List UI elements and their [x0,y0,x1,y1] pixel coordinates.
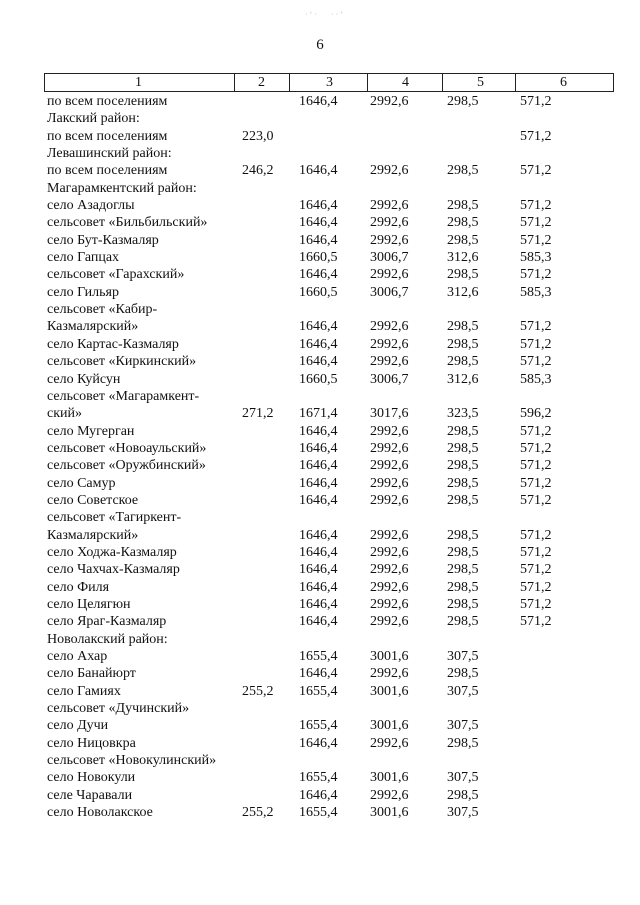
table-cell: 1646,4 [299,458,338,474]
table-cell: 223,0 [242,128,274,144]
table-cell: 312,6 [447,250,479,266]
table-cell: 2992,6 [370,215,409,231]
table-row [0,735,640,752]
table-row [0,93,640,110]
table-cell: 1646,4 [299,94,338,109]
table-row [0,665,640,682]
table-cell: по всем поселениям [47,94,168,109]
table-cell: сельсовет «Гарахский» [47,267,185,283]
table-row [0,423,640,440]
table-cell: 1646,4 [299,527,338,543]
table-row [0,804,640,821]
table-cell: 2992,6 [370,735,409,751]
table-cell: 1646,4 [299,440,338,456]
table-row [0,631,640,648]
table-cell: 2992,6 [370,562,409,578]
table-cell: 2992,6 [370,458,409,474]
table-cell: 2992,6 [370,423,409,439]
table-cell: 571,2 [520,596,552,612]
table-cell: 1655,4 [299,649,338,664]
table-cell: 298,5 [447,596,479,612]
table-cell: 1646,4 [299,614,338,630]
table-cell: село Куйсун [47,371,121,387]
table-cell: село Ахар [47,649,108,664]
table-cell: 3006,7 [370,250,409,266]
table-cell: 1646,4 [299,354,338,370]
table-cell: село Чахчах-Казмаляр [47,562,180,578]
table-cell: 298,5 [447,232,479,248]
table-row [0,509,640,526]
table-cell: сельсовет «Киркинский» [47,354,197,370]
table-cell: 571,2 [520,128,552,144]
table-header-row [44,73,613,91]
table-cell: 2992,6 [370,232,409,248]
table-cell: 571,2 [520,232,552,248]
table-row [0,249,640,266]
table-cell: 571,2 [520,319,552,335]
table-cell: сельсовет «Дучинский» [47,701,190,717]
table-row [0,752,640,769]
table-cell: 571,2 [520,163,552,179]
table-cell: ский» [47,406,82,422]
table-row [0,145,640,162]
table-cell: сельсовет «Магарамкент- [47,388,200,404]
table-row [0,371,640,388]
table-row [0,787,640,804]
table-cell: 2992,6 [370,527,409,543]
table-cell: по всем поселениям [47,128,168,144]
header-cell-6: 6 [515,73,614,92]
table-row [0,405,640,422]
table-row [0,648,640,665]
table-cell: 3001,6 [370,805,409,821]
table-cell: 2992,6 [370,787,409,803]
table-row [0,700,640,717]
table-cell: 1655,4 [299,805,338,821]
table-row [0,110,640,127]
table-cell: сельсовет «Бильбильский» [47,215,208,231]
header-cell-4: 4 [367,73,443,92]
table-row [0,596,640,613]
table-cell: 1646,4 [299,319,338,335]
table-row [0,527,640,544]
table-row [0,769,640,786]
table-cell: 298,5 [447,458,479,474]
scan-specks: · ‘ · · · ’ [305,10,343,19]
table-cell: 2992,6 [370,319,409,335]
table-cell: сельсовет «Кабир- [47,302,158,318]
table-cell: 3006,7 [370,284,409,300]
table-cell: село Новолакское [47,805,153,821]
table-cell: 246,2 [242,163,274,179]
table-cell: село Дучи [47,718,109,734]
table-cell: 298,5 [447,527,479,543]
table-row [0,232,640,249]
table-cell: 298,5 [447,423,479,439]
table-cell: 571,2 [520,492,552,508]
table-cell: сельсовет «Тагиркент- [47,510,182,526]
table-cell: 571,2 [520,215,552,231]
table-cell: село Филя [47,579,110,595]
table-cell: Лакский район: [47,111,140,127]
table-cell: 307,5 [447,718,479,734]
table-cell: 298,5 [447,198,479,214]
table-cell: 298,5 [447,544,479,560]
table-cell: 1655,4 [299,770,338,786]
table-cell: село Бут-Казмаляр [47,232,159,248]
page-number: 6 [316,37,324,53]
table-cell: 298,5 [447,215,479,231]
table-row [0,613,640,630]
table-cell: Новолакский район: [47,631,168,647]
table-cell: 571,2 [520,440,552,456]
table-row [0,492,640,509]
table-body [0,93,640,821]
table-cell: Казмалярский» [47,527,139,543]
table-cell: 1646,4 [299,492,338,508]
table-cell: 298,5 [447,440,479,456]
table-cell: 2992,6 [370,440,409,456]
table-cell: 1646,4 [299,198,338,214]
table-cell: 571,2 [520,614,552,630]
table-cell: 298,5 [447,492,479,508]
table-row [0,579,640,596]
table-cell: 323,5 [447,406,479,422]
table-row [0,336,640,353]
table-cell: 1646,4 [299,423,338,439]
table-cell: 298,5 [447,267,479,283]
table-cell: 298,5 [447,787,479,803]
table-cell: 1660,5 [299,371,338,387]
table-cell: 312,6 [447,371,479,387]
table-cell: 1646,4 [299,735,338,751]
table-cell: 3001,6 [370,649,409,664]
table-cell: 1646,4 [299,666,338,682]
table-cell: село Гильяр [47,284,119,300]
table-cell: 2992,6 [370,544,409,560]
table-cell: село Новокули [47,770,136,786]
table-cell: 255,2 [242,805,274,821]
table-cell: 2992,6 [370,267,409,283]
header-cell-3: 3 [289,73,368,92]
table-cell: село Картас-Казмаляр [47,336,179,352]
table-cell: 2992,6 [370,163,409,179]
table-cell: 571,2 [520,267,552,283]
table-cell: 1646,4 [299,336,338,352]
table-row [0,128,640,145]
table-cell: 571,2 [520,579,552,595]
table-cell: 255,2 [242,683,274,699]
table-cell: 1646,4 [299,163,338,179]
table-cell: 1660,5 [299,250,338,266]
table-cell: 312,6 [447,284,479,300]
table-row [0,388,640,405]
table-cell: 307,5 [447,770,479,786]
table-row [0,318,640,335]
table-cell: 298,5 [447,336,479,352]
table-cell: 1646,4 [299,787,338,803]
table-cell: село Целягюн [47,596,131,612]
table-cell: 571,2 [520,198,552,214]
table-cell: 585,3 [520,250,552,266]
table-cell: 571,2 [520,544,552,560]
table-cell: Левашинский район: [47,146,172,162]
table-cell: село Ходжа-Казмаляр [47,544,177,560]
table-cell: Магарамкентский район: [47,180,197,196]
table-cell: 271,2 [242,406,274,422]
table-cell: по всем поселениям [47,163,168,179]
table-cell: 1660,5 [299,284,338,300]
table-cell: село Ницовкра [47,735,136,751]
table-cell: 571,2 [520,94,552,109]
header-cell-2: 2 [234,73,290,92]
table-cell: 1646,4 [299,562,338,578]
table-cell: 3001,6 [370,770,409,786]
table-cell: 2992,6 [370,614,409,630]
table-row [0,683,640,700]
table-cell: 585,3 [520,284,552,300]
table-cell: село Банайюрт [47,666,136,682]
table-cell: 2992,6 [370,492,409,508]
table-row [0,475,640,492]
table-cell: 298,5 [447,579,479,595]
table-cell: 571,2 [520,354,552,370]
table-cell: 298,5 [447,354,479,370]
table-cell: 2992,6 [370,475,409,491]
table-cell: 596,2 [520,406,552,422]
table-cell: 571,2 [520,527,552,543]
table-cell: селе Чаравали [47,787,133,803]
table-cell: 3006,7 [370,371,409,387]
table-cell: Казмалярский» [47,319,139,335]
table-cell: 571,2 [520,423,552,439]
table-row [0,301,640,318]
table-row [0,440,640,457]
table-cell: село Гапцах [47,250,120,266]
table-row [0,180,640,197]
table-cell: 1646,4 [299,596,338,612]
table-cell: 2992,6 [370,94,409,109]
table-cell: 2992,6 [370,336,409,352]
table-cell: село Яраг-Казмаляр [47,614,167,630]
header-cell-5: 5 [442,73,516,92]
table-cell: 2992,6 [370,579,409,595]
table-cell: 1646,4 [299,267,338,283]
table-cell: 298,5 [447,475,479,491]
table-cell: 2992,6 [370,354,409,370]
table-row [0,353,640,370]
table-row [0,717,640,734]
table-cell: 1646,4 [299,579,338,595]
header-cell-1: 1 [44,73,235,92]
table-cell: 571,2 [520,562,552,578]
table-row [0,266,640,283]
table-cell: село Самур [47,475,116,491]
table-cell: 298,5 [447,163,479,179]
table-cell: сельсовет «Новоаульский» [47,440,207,456]
table-cell: 1646,4 [299,215,338,231]
table-cell: 1646,4 [299,544,338,560]
table-row [0,214,640,231]
table-cell: 1655,4 [299,683,338,699]
table-row [0,544,640,561]
table-cell: сельсовет «Новокулинский» [47,753,217,769]
table-cell: 3017,6 [370,406,409,422]
table-cell: 307,5 [447,683,479,699]
table-cell: 571,2 [520,458,552,474]
table-cell: 298,5 [447,562,479,578]
table-cell: 2992,6 [370,198,409,214]
table-cell: 1646,4 [299,232,338,248]
table-cell: 3001,6 [370,683,409,699]
table-cell: 1671,4 [299,406,338,422]
table-cell: 298,5 [447,666,479,682]
table-cell: 3001,6 [370,718,409,734]
table-cell: село Азадоглы [47,198,135,214]
table-cell: 1655,4 [299,718,338,734]
table-cell: 571,2 [520,336,552,352]
table-cell: 1646,4 [299,475,338,491]
table-cell: село Гамиях [47,683,121,699]
table-cell: 307,5 [447,649,479,664]
table-row [0,457,640,474]
table-cell: 298,5 [447,735,479,751]
table-cell: село Советское [47,492,139,508]
table-cell: 298,5 [447,94,479,109]
table-row [0,561,640,578]
table-cell: 571,2 [520,475,552,491]
table-cell: сельсовет «Оружбинский» [47,458,206,474]
table-row [0,162,640,179]
table-cell: 585,3 [520,371,552,387]
table-row [0,284,640,301]
table-cell: 307,5 [447,805,479,821]
table-cell: 2992,6 [370,666,409,682]
table-cell: 298,5 [447,614,479,630]
table-cell: село Мугерган [47,423,135,439]
table-row [0,197,640,214]
table-cell: 2992,6 [370,596,409,612]
table-cell: 298,5 [447,319,479,335]
